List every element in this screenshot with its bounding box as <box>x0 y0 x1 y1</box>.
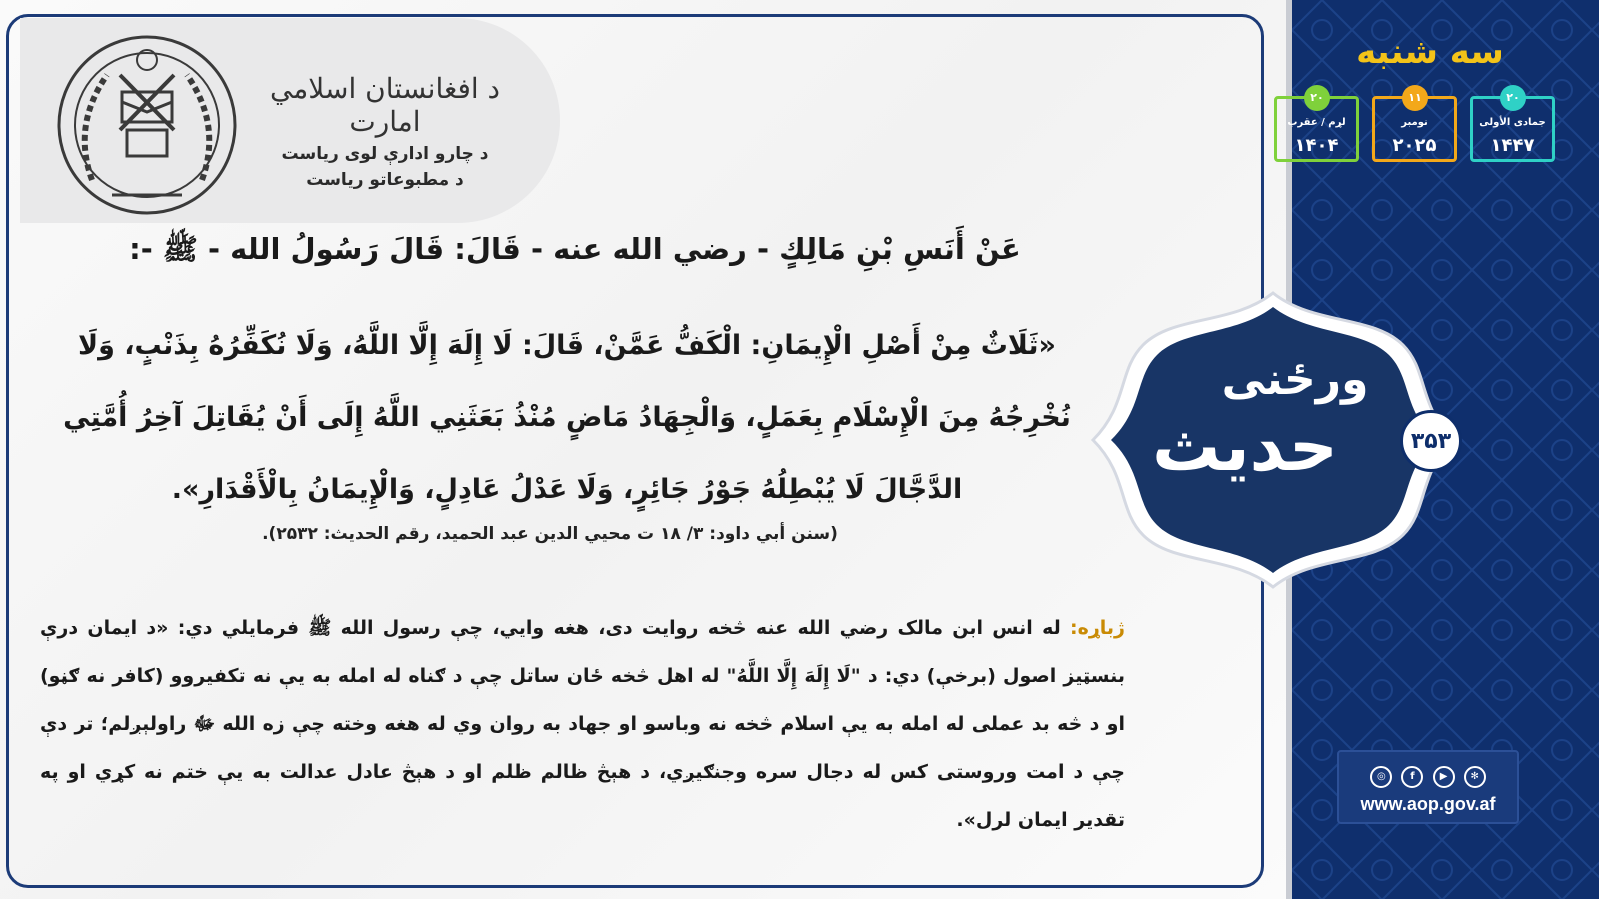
solar-year: ۱۴۰۴ <box>1294 135 1339 156</box>
translation <box>40 604 1125 844</box>
gregorian-day: ۱۱ <box>1402 85 1428 111</box>
dept-line2: د مطبوعاتو ریاست <box>306 170 464 190</box>
instagram-icon[interactable]: ◎ <box>1370 766 1392 788</box>
header-text <box>240 72 530 190</box>
gregorian-year: ۲۰۲۵ <box>1392 135 1437 156</box>
social-footer <box>1337 750 1519 824</box>
gregorian-date-box <box>1372 91 1457 162</box>
hadith-narrator: عَنْ أَنَسِ بْنِ مَالِكٍ - رضي الله عنه - قَالَ: قَالَ رَسُولُ الله - ﷺ -: <box>129 232 1021 266</box>
emblem-logo <box>52 30 242 220</box>
hijri-date-box <box>1470 91 1555 162</box>
translation-text: له انس ابن مالک رضي الله عنه څخه روایت دی، هغه وایي، چې رسول الله ﷺ فرمایلي دي: «د ایمان درې بنسټیز اصول (برخې) دي: د "لَا إِلَهَ إِلَّا اللَّهُ" له اهل څخه ځان ساتل چې د ګناه له امله به يې نه تکفیروو (کافر نه ګڼو) او د څه بد عملی له امله به يې اسلام څخه نه وباسو او جهاد به روان وي له هغه وخته چې زه الله ﷻ راولېږلم؛ تر دې چې د امت وروستی کس له دجال سره وجنګیږي، د هېڅ ظالم ظلم او د هېڅ عادل عدالت به يې ختم نه کړي او په تقدیر ایمان لرل». <box>40 617 1125 831</box>
hijri-month: جمادى الأولى <box>1479 117 1546 128</box>
hijri-year: ۱۴۴۷ <box>1490 135 1535 156</box>
org-title: د افغانستان اسلامي امارت <box>269 72 501 138</box>
web-icon[interactable]: ✻ <box>1464 766 1486 788</box>
solar-day: ۲۰ <box>1304 85 1330 111</box>
gregorian-month: نومبر <box>1401 117 1428 128</box>
solar-date-box <box>1274 91 1359 162</box>
hadith-source: (سنن أبي داود: ۳/ ۱۸ ت محيي الدين عبد الحميد، رقم الحديث: ۲۵۳۲). <box>262 524 838 544</box>
hijri-day: ۲۰ <box>1500 85 1526 111</box>
badge-title-daily: ورځنی <box>1221 354 1369 405</box>
dept-line1: د چارو ادارې لوی ریاست <box>281 144 489 164</box>
facebook-icon[interactable]: f <box>1401 766 1423 788</box>
translation-label: ژباړه: <box>1070 617 1125 639</box>
hadith-number: ۳۵۳ <box>1400 410 1462 472</box>
youtube-icon[interactable]: ▶ <box>1433 766 1455 788</box>
website-link[interactable]: www.aop.gov.af <box>1360 794 1496 814</box>
hadith-text: «ثَلَاثٌ مِنْ أَصْلِ الْإِيمَانِ: الْكَفُّ عَمَّنْ، قَالَ: لَا إِلَهَ إِلَّا اللَّهُ، وَلَا نُكَفِّرُهُ بِذَنْبٍ، وَلَا نُخْرِجُهُ مِنَ الْإِسْلَامِ بِعَمَلٍ، وَالْجِهَادُ مَاضٍ مُنْذُ بَعَثَنِي اللَّهُ إِلَى أَنْ يُقَاتِلَ آخِرُ أُمَّتِي الدَّجَّالَ لَا يُبْطِلُهُ جَوْرُ جَائِرٍ، وَلَا عَدْلُ عَادِلٍ، وَالْإِيمَانُ بِالْأَقْدَارِ». <box>63 330 1071 505</box>
day-label: سه شنبه <box>1356 32 1504 72</box>
solar-month: لړم / عقرب <box>1287 117 1346 128</box>
social-icons <box>1339 764 1517 788</box>
badge-title-hadith: حدیث <box>1152 408 1338 487</box>
